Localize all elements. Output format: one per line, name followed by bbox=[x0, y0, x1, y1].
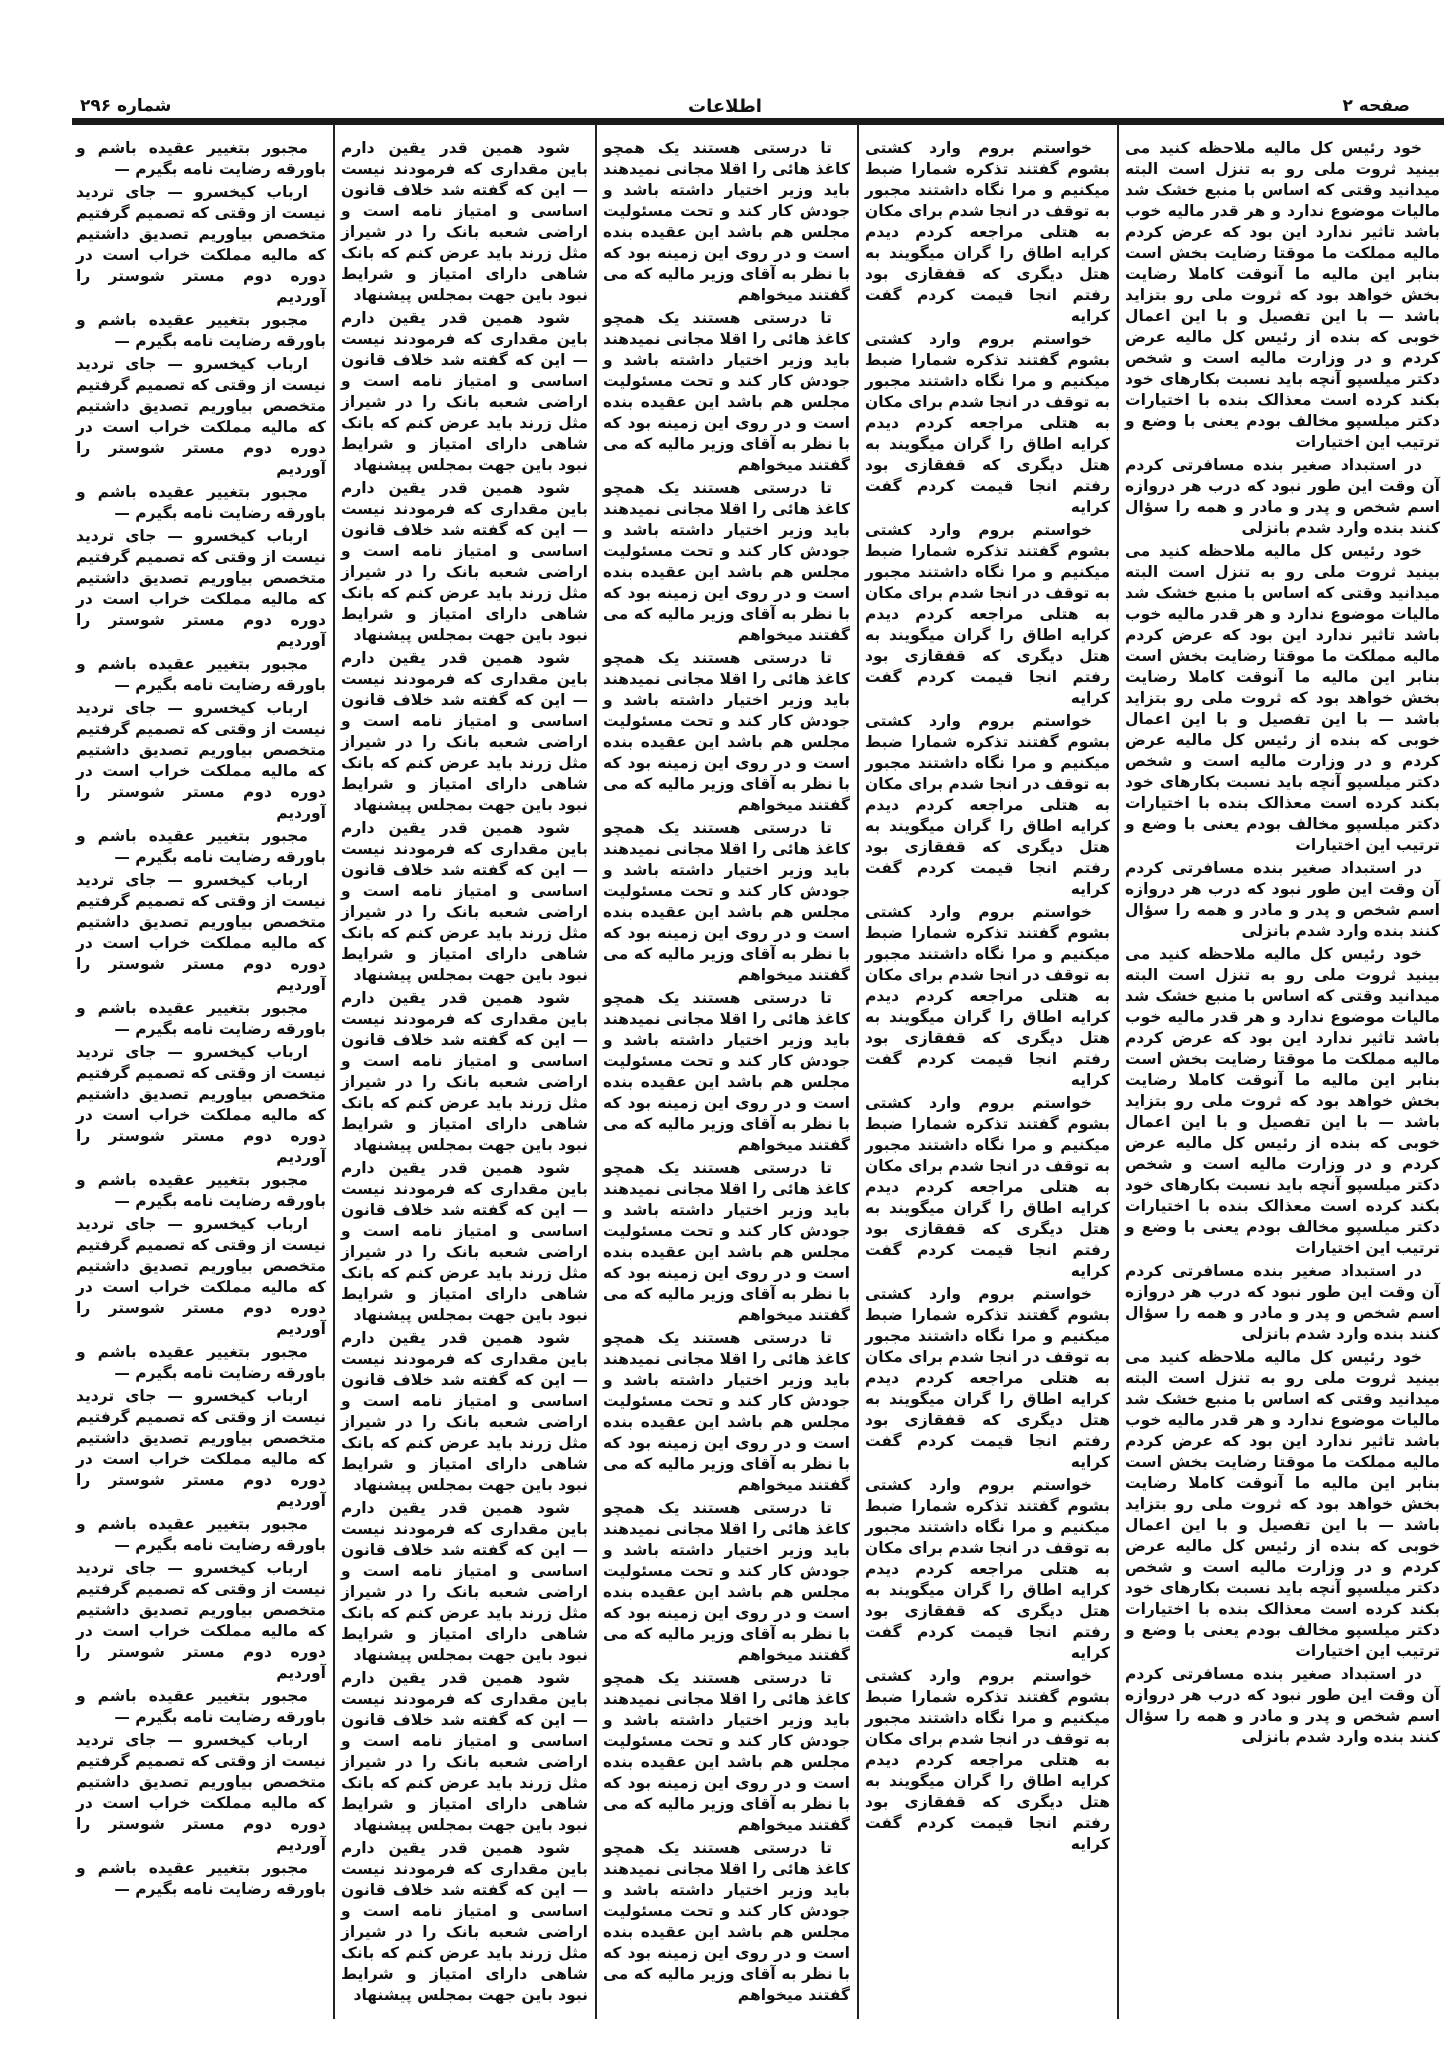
article-paragraph: شود همین قدر یقین دارم باین مقداری که فرمودند نیست — این که گفته شد خلاف قانون اساسی و امتیاز نامه است و اراضی شعبه بانک را در شیراز مثل زرند باید عرض کنم که بانک شاهی دارای امتیاز و شرایط نبود باین جهت بمجلس پیشنهاد bbox=[341, 1669, 588, 1834]
article-paragraph: ارباب کیخسرو — جای تردید نیست از وقتی که تصمیم گرفتیم متخصص بیاوریم تصدیق داشتیم که مالیه مملکت خراب است در دوره دوم مستر شوستر را آوردیم bbox=[76, 1043, 326, 1166]
article-paragraph: خود رئیس کل مالیه ملاحظه کنید می بینید ثروت ملی رو به تنزل است البته میدانید وقتی که اساس با منبع خشک شد مالیات موضوع ندارد و هر قدر مالیه خوب باشد تاثیر ندارد این بود که عرض کردم مالیه مملکت ما موقتا رضایت بخش است بنابر این مالیه ما آنوقت کاملا رضایت بخش خواهد بود که ثروت ملی رو بتزاید باشد — با این تفصیل و با این اعمال خوبی که بنده از رئیس کل مالیه عرض کردم و در وزارت مالیه است و شخص دکتر میلسپو آنچه باید نسبت بکارهای خود بکند کرده است معذالک بنده با اختیارات دکتر میلسپو مخالف بودم یعنی با وضع و ترتیب این اختیارات bbox=[1125, 945, 1440, 1257]
article-paragraph: خواستم بروم وارد کشتی بشوم گفتند تذکره شمارا ضبط میکنیم و مرا نگاه داشتند مجبور به توقف در انجا شدم برای مکان به هتلی مراجعه کردم دیدم کرایه اطاق را گران میگویند به هتل دیگری که قفقازی بود رفتم انجا قیمت کردم گفت کرایه bbox=[865, 139, 1110, 325]
article-paragraph: مجبور بتغییر عقیده باشم و باورقه رضایت نامه بگیرم — bbox=[76, 827, 326, 866]
article-paragraph: خواستم بروم وارد کشتی بشوم گفتند تذکره شمارا ضبط میکنیم و مرا نگاه داشتند مجبور به توقف در انجا شدم برای مکان به هتلی مراجعه کردم دیدم کرایه اطاق را گران میگویند به هتل دیگری که قفقازی بود رفتم انجا قیمت کردم گفت کرایه bbox=[865, 1476, 1110, 1662]
column-divider bbox=[333, 124, 335, 2019]
article-paragraph: در استبداد صغیر بنده مسافرتی کردم آن وقت این طور نبود که درب هر دروازه اسم شخص و پدر و مادر و همه را سؤال کنند بنده وارد شدم بانزلی bbox=[1125, 1262, 1440, 1343]
article-paragraph: خود رئیس کل مالیه ملاحظه کنید می بینید ثروت ملی رو به تنزل است البته میدانید وقتی که اساس با منبع خشک شد مالیات موضوع ندارد و هر قدر مالیه خوب باشد تاثیر ندارد این بود که عرض کردم مالیه مملکت ما موقتا رضایت بخش است بنابر این مالیه ما آنوقت کاملا رضایت بخش خواهد بود که ثروت ملی رو بتزاید باشد — با این تفصیل و با این اعمال خوبی که بنده از رئیس کل مالیه عرض کردم و در وزارت مالیه است و شخص دکتر میلسپو آنچه باید نسبت بکارهای خود بکند کرده است معذالک بنده با اختیارات دکتر میلسپو مخالف بودم یعنی با وضع و ترتیب این اختیارات bbox=[1125, 542, 1440, 854]
article-paragraph: خواستم بروم وارد کشتی بشوم گفتند تذکره شمارا ضبط میکنیم و مرا نگاه داشتند مجبور به توقف در انجا شدم برای مکان به هتلی مراجعه کردم دیدم کرایه اطاق را گران میگویند به هتل دیگری که قفقازی بود رفتم انجا قیمت کردم گفت کرایه bbox=[865, 903, 1110, 1089]
newspaper-title: اطلاعات bbox=[688, 96, 762, 117]
article-paragraph: خواستم بروم وارد کشتی بشوم گفتند تذکره شمارا ضبط میکنیم و مرا نگاه داشتند مجبور به توقف در انجا شدم برای مکان به هتلی مراجعه کردم دیدم کرایه اطاق را گران میگویند به هتل دیگری که قفقازی بود رفتم انجا قیمت کردم گفت کرایه bbox=[865, 1667, 1110, 1853]
article-paragraph: ارباب کیخسرو — جای تردید نیست از وقتی که تصمیم گرفتیم متخصص بیاوریم تصدیق داشتیم که مالیه مملکت خراب است در دوره دوم مستر شوستر را آوردیم bbox=[76, 1215, 326, 1338]
article-paragraph: تا درستی هستند یک همچو کاغذ هائی را اقلا مجانی نمیدهند باید وزیر اختیار داشته باشد و جودش کار کند و تحت مسئولیت مجلس هم باشد این عقیده بنده است و در روی این زمینه بود که با نظر به آقای وزیر مالیه که می گفتند میخواهم bbox=[603, 479, 850, 644]
article-paragraph: تا درستی هستند یک همچو کاغذ هائی را اقلا مجانی نمیدهند باید وزیر اختیار داشته باشد و جودش کار کند و تحت مسئولیت مجلس هم باشد این عقیده بنده است و در روی این زمینه بود که با نظر به آقای وزیر مالیه که می گفتند میخواهم bbox=[603, 309, 850, 474]
article-paragraph: خواستم بروم وارد کشتی بشوم گفتند تذکره شمارا ضبط میکنیم و مرا نگاه داشتند مجبور به توقف در انجا شدم برای مکان به هتلی مراجعه کردم دیدم کرایه اطاق را گران میگویند به هتل دیگری که قفقازی بود رفتم انجا قیمت کردم گفت کرایه bbox=[865, 330, 1110, 516]
article-paragraph: تا درستی هستند یک همچو کاغذ هائی را اقلا مجانی نمیدهند باید وزیر اختیار داشته باشد و جودش کار کند و تحت مسئولیت مجلس هم باشد این عقیده بنده است و در روی این زمینه بود که با نظر به آقای وزیر مالیه که می گفتند میخواهم bbox=[603, 1159, 850, 1324]
article-paragraph: شود همین قدر یقین دارم باین مقداری که فرمودند نیست — این که گفته شد خلاف قانون اساسی و امتیاز نامه است و اراضی شعبه بانک را در شیراز مثل زرند باید عرض کنم که بانک شاهی دارای امتیاز و شرایط نبود باین جهت بمجلس پیشنهاد bbox=[341, 1329, 588, 1494]
column-1 bbox=[1125, 138, 1440, 1750]
article-paragraph: تا درستی هستند یک همچو کاغذ هائی را اقلا مجانی نمیدهند باید وزیر اختیار داشته باشد و جودش کار کند و تحت مسئولیت مجلس هم باشد این عقیده بنده است و در روی این زمینه بود که با نظر به آقای وزیر مالیه که می گفتند میخواهم bbox=[603, 819, 850, 984]
article-paragraph: در استبداد صغیر بنده مسافرتی کردم آن وقت این طور نبود که درب هر دروازه اسم شخص و پدر و مادر و همه را سؤال کنند بنده وارد شدم بانزلی bbox=[1125, 1665, 1440, 1746]
article-paragraph: ارباب کیخسرو — جای تردید نیست از وقتی که تصمیم گرفتیم متخصص بیاوریم تصدیق داشتیم که مالیه مملکت خراب است در دوره دوم مستر شوستر را آوردیم bbox=[76, 183, 326, 306]
article-paragraph: تا درستی هستند یک همچو کاغذ هائی را اقلا مجانی نمیدهند باید وزیر اختیار داشته باشد و جودش کار کند و تحت مسئولیت مجلس هم باشد این عقیده بنده است و در روی این زمینه بود که با نظر به آقای وزیر مالیه که می گفتند میخواهم bbox=[603, 1669, 850, 1834]
article-paragraph: شود همین قدر یقین دارم باین مقداری که فرمودند نیست — این که گفته شد خلاف قانون اساسی و امتیاز نامه است و اراضی شعبه بانک را در شیراز مثل زرند باید عرض کنم که بانک شاهی دارای امتیاز و شرایط نبود باین جهت بمجلس پیشنهاد bbox=[341, 1499, 588, 1664]
article-paragraph: مجبور بتغییر عقیده باشم و باورقه رضایت نامه بگیرم — bbox=[76, 1859, 326, 1898]
column-2 bbox=[865, 138, 1110, 1857]
article-paragraph: در استبداد صغیر بنده مسافرتی کردم آن وقت این طور نبود که درب هر دروازه اسم شخص و پدر و مادر و همه را سؤال کنند بنده وارد شدم بانزلی bbox=[1125, 859, 1440, 940]
article-paragraph: خواستم بروم وارد کشتی بشوم گفتند تذکره شمارا ضبط میکنیم و مرا نگاه داشتند مجبور به توقف در انجا شدم برای مکان به هتلی مراجعه کردم دیدم کرایه اطاق را گران میگویند به هتل دیگری که قفقازی بود رفتم انجا قیمت کردم گفت کرایه bbox=[865, 1285, 1110, 1471]
article-paragraph: شود همین قدر یقین دارم باین مقداری که فرمودند نیست — این که گفته شد خلاف قانون اساسی و امتیاز نامه است و اراضی شعبه بانک را در شیراز مثل زرند باید عرض کنم که بانک شاهی دارای امتیاز و شرایط نبود باین جهت بمجلس پیشنهاد bbox=[341, 139, 588, 304]
article-paragraph: خود رئیس کل مالیه ملاحظه کنید می بینید ثروت ملی رو به تنزل است البته میدانید وقتی که اساس با منبع خشک شد مالیات موضوع ندارد و هر قدر مالیه خوب باشد تاثیر ندارد این بود که عرض کردم مالیه مملکت ما موقتا رضایت بخش است بنابر این مالیه ما آنوقت کاملا رضایت بخش خواهد بود که ثروت ملی رو بتزاید باشد — با این تفصیل و با این اعمال خوبی که بنده از رئیس کل مالیه عرض کردم و در وزارت مالیه است و شخص دکتر میلسپو آنچه باید نسبت بکارهای خود بکند کرده است معذالک بنده با اختیارات دکتر میلسپو مخالف بودم یعنی با وضع و ترتیب این اختیارات bbox=[1125, 139, 1440, 451]
article-paragraph: ارباب کیخسرو — جای تردید نیست از وقتی که تصمیم گرفتیم متخصص بیاوریم تصدیق داشتیم که مالیه مملکت خراب است در دوره دوم مستر شوستر را آوردیم bbox=[76, 699, 326, 822]
article-paragraph: شود همین قدر یقین دارم باین مقداری که فرمودند نیست — این که گفته شد خلاف قانون اساسی و امتیاز نامه است و اراضی شعبه بانک را در شیراز مثل زرند باید عرض کنم که بانک شاهی دارای امتیاز و شرایط نبود باین جهت بمجلس پیشنهاد bbox=[341, 479, 588, 644]
article-paragraph: شود همین قدر یقین دارم باین مقداری که فرمودند نیست — این که گفته شد خلاف قانون اساسی و امتیاز نامه است و اراضی شعبه بانک را در شیراز مثل زرند باید عرض کنم که بانک شاهی دارای امتیاز و شرایط نبود باین جهت بمجلس پیشنهاد bbox=[341, 989, 588, 1154]
article-paragraph: مجبور بتغییر عقیده باشم و باورقه رضایت نامه بگیرم — bbox=[76, 999, 326, 1038]
article-paragraph: مجبور بتغییر عقیده باشم و باورقه رضایت نامه بگیرم — bbox=[76, 1171, 326, 1210]
article-paragraph: شود همین قدر یقین دارم باین مقداری که فرمودند نیست — این که گفته شد خلاف قانون اساسی و امتیاز نامه است و اراضی شعبه بانک را در شیراز مثل زرند باید عرض کنم که بانک شاهی دارای امتیاز و شرایط نبود باین جهت بمجلس پیشنهاد bbox=[341, 649, 588, 814]
article-paragraph: مجبور بتغییر عقیده باشم و باورقه رضایت نامه بگیرم — bbox=[76, 483, 326, 522]
article-paragraph: تا درستی هستند یک همچو کاغذ هائی را اقلا مجانی نمیدهند باید وزیر اختیار داشته باشد و جودش کار کند و تحت مسئولیت مجلس هم باشد این عقیده بنده است و در روی این زمینه بود که با نظر به آقای وزیر مالیه که می گفتند میخواهم bbox=[603, 1499, 850, 1664]
article-paragraph: شود همین قدر یقین دارم باین مقداری که فرمودند نیست — این که گفته شد خلاف قانون اساسی و امتیاز نامه است و اراضی شعبه بانک را در شیراز مثل زرند باید عرض کنم که بانک شاهی دارای امتیاز و شرایط نبود باین جهت بمجلس پیشنهاد bbox=[341, 819, 588, 984]
column-divider bbox=[1117, 124, 1119, 2019]
column-divider bbox=[857, 124, 859, 2019]
article-paragraph: تا درستی هستند یک همچو کاغذ هائی را اقلا مجانی نمیدهند باید وزیر اختیار داشته باشد و جودش کار کند و تحت مسئولیت مجلس هم باشد این عقیده بنده است و در روی این زمینه بود که با نظر به آقای وزیر مالیه که می گفتند میخواهم bbox=[603, 1839, 850, 2004]
article-paragraph: تا درستی هستند یک همچو کاغذ هائی را اقلا مجانی نمیدهند باید وزیر اختیار داشته باشد و جودش کار کند و تحت مسئولیت مجلس هم باشد این عقیده بنده است و در روی این زمینه بود که با نظر به آقای وزیر مالیه که می گفتند میخواهم bbox=[603, 649, 850, 814]
article-paragraph: مجبور بتغییر عقیده باشم و باورقه رضایت نامه بگیرم — bbox=[76, 139, 326, 178]
article-paragraph: تا درستی هستند یک همچو کاغذ هائی را اقلا مجانی نمیدهند باید وزیر اختیار داشته باشد و جودش کار کند و تحت مسئولیت مجلس هم باشد این عقیده بنده است و در روی این زمینه بود که با نظر به آقای وزیر مالیه که می گفتند میخواهم bbox=[603, 139, 850, 304]
article-paragraph: ارباب کیخسرو — جای تردید نیست از وقتی که تصمیم گرفتیم متخصص بیاوریم تصدیق داشتیم که مالیه مملکت خراب است در دوره دوم مستر شوستر را آوردیم bbox=[76, 1731, 326, 1854]
column-5 bbox=[76, 138, 326, 1902]
article-paragraph: خود رئیس کل مالیه ملاحظه کنید می بینید ثروت ملی رو به تنزل است البته میدانید وقتی که اساس با منبع خشک شد مالیات موضوع ندارد و هر قدر مالیه خوب باشد تاثیر ندارد این بود که عرض کردم مالیه مملکت ما موقتا رضایت بخش است بنابر این مالیه ما آنوقت کاملا رضایت بخش خواهد بود که ثروت ملی رو بتزاید باشد — با این تفصیل و با این اعمال خوبی که بنده از رئیس کل مالیه عرض کردم و در وزارت مالیه است و شخص دکتر میلسپو آنچه باید نسبت بکارهای خود بکند کرده است معذالک بنده با اختیارات دکتر میلسپو مخالف بودم یعنی با وضع و ترتیب این اختیارات bbox=[1125, 1348, 1440, 1660]
article-paragraph: ارباب کیخسرو — جای تردید نیست از وقتی که تصمیم گرفتیم متخصص بیاوریم تصدیق داشتیم که مالیه مملکت خراب است در دوره دوم مستر شوستر را آوردیم bbox=[76, 871, 326, 994]
article-paragraph: شود همین قدر یقین دارم باین مقداری که فرمودند نیست — این که گفته شد خلاف قانون اساسی و امتیاز نامه است و اراضی شعبه بانک را در شیراز مثل زرند باید عرض کنم که بانک شاهی دارای امتیاز و شرایط نبود باین جهت بمجلس پیشنهاد bbox=[341, 309, 588, 474]
column-divider bbox=[595, 124, 597, 2019]
article-paragraph: ارباب کیخسرو — جای تردید نیست از وقتی که تصمیم گرفتیم متخصص بیاوریم تصدیق داشتیم که مالیه مملکت خراب است در دوره دوم مستر شوستر را آوردیم bbox=[76, 355, 326, 478]
article-paragraph: تا درستی هستند یک همچو کاغذ هائی را اقلا مجانی نمیدهند باید وزیر اختیار داشته باشد و جودش کار کند و تحت مسئولیت مجلس هم باشد این عقیده بنده است و در روی این زمینه بود که با نظر به آقای وزیر مالیه که می گفتند میخواهم bbox=[603, 1329, 850, 1494]
article-paragraph: شود همین قدر یقین دارم باین مقداری که فرمودند نیست — این که گفته شد خلاف قانون اساسی و امتیاز نامه است و اراضی شعبه بانک را در شیراز مثل زرند باید عرض کنم که بانک شاهی دارای امتیاز و شرایط نبود باین جهت بمجلس پیشنهاد bbox=[341, 1839, 588, 2004]
column-3 bbox=[603, 138, 850, 2008]
article-paragraph: ارباب کیخسرو — جای تردید نیست از وقتی که تصمیم گرفتیم متخصص بیاوریم تصدیق داشتیم که مالیه مملکت خراب است در دوره دوم مستر شوستر را آوردیم bbox=[76, 1559, 326, 1682]
page-number: صفحه ۲ bbox=[1342, 96, 1410, 116]
article-paragraph: خواستم بروم وارد کشتی بشوم گفتند تذکره شمارا ضبط میکنیم و مرا نگاه داشتند مجبور به توقف در انجا شدم برای مکان به هتلی مراجعه کردم دیدم کرایه اطاق را گران میگویند به هتل دیگری که قفقازی بود رفتم انجا قیمت کردم گفت کرایه bbox=[865, 521, 1110, 707]
issue-number: شماره ۲۹۶ bbox=[80, 96, 172, 116]
article-paragraph: در استبداد صغیر بنده مسافرتی کردم آن وقت این طور نبود که درب هر دروازه اسم شخص و پدر و مادر و همه را سؤال کنند بنده وارد شدم بانزلی bbox=[1125, 456, 1440, 537]
article-paragraph: مجبور بتغییر عقیده باشم و باورقه رضایت نامه بگیرم — bbox=[76, 311, 326, 350]
header-rule bbox=[72, 118, 1444, 125]
article-paragraph: ارباب کیخسرو — جای تردید نیست از وقتی که تصمیم گرفتیم متخصص بیاوریم تصدیق داشتیم که مالیه مملکت خراب است در دوره دوم مستر شوستر را آوردیم bbox=[76, 527, 326, 650]
article-paragraph: شود همین قدر یقین دارم باین مقداری که فرمودند نیست — این که گفته شد خلاف قانون اساسی و امتیاز نامه است و اراضی شعبه بانک را در شیراز مثل زرند باید عرض کنم که بانک شاهی دارای امتیاز و شرایط نبود باین جهت بمجلس پیشنهاد bbox=[341, 1159, 588, 1324]
article-paragraph: تا درستی هستند یک همچو کاغذ هائی را اقلا مجانی نمیدهند باید وزیر اختیار داشته باشد و جودش کار کند و تحت مسئولیت مجلس هم باشد این عقیده بنده است و در روی این زمینه بود که با نظر به آقای وزیر مالیه که می گفتند میخواهم bbox=[603, 989, 850, 1154]
article-paragraph: ارباب کیخسرو — جای تردید نیست از وقتی که تصمیم گرفتیم متخصص بیاوریم تصدیق داشتیم که مالیه مملکت خراب است در دوره دوم مستر شوستر را آوردیم bbox=[76, 1387, 326, 1510]
article-paragraph: مجبور بتغییر عقیده باشم و باورقه رضایت نامه بگیرم — bbox=[76, 1687, 326, 1726]
article-paragraph: مجبور بتغییر عقیده باشم و باورقه رضایت نامه بگیرم — bbox=[76, 1343, 326, 1382]
article-paragraph: مجبور بتغییر عقیده باشم و باورقه رضایت نامه بگیرم — bbox=[76, 1515, 326, 1554]
column-4 bbox=[341, 138, 588, 2008]
article-paragraph: خواستم بروم وارد کشتی بشوم گفتند تذکره شمارا ضبط میکنیم و مرا نگاه داشتند مجبور به توقف در انجا شدم برای مکان به هتلی مراجعه کردم دیدم کرایه اطاق را گران میگویند به هتل دیگری که قفقازی بود رفتم انجا قیمت کردم گفت کرایه bbox=[865, 712, 1110, 898]
article-paragraph: خواستم بروم وارد کشتی بشوم گفتند تذکره شمارا ضبط میکنیم و مرا نگاه داشتند مجبور به توقف در انجا شدم برای مکان به هتلی مراجعه کردم دیدم کرایه اطاق را گران میگویند به هتل دیگری که قفقازی بود رفتم انجا قیمت کردم گفت کرایه bbox=[865, 1094, 1110, 1280]
article-paragraph: مجبور بتغییر عقیده باشم و باورقه رضایت نامه بگیرم — bbox=[76, 655, 326, 694]
